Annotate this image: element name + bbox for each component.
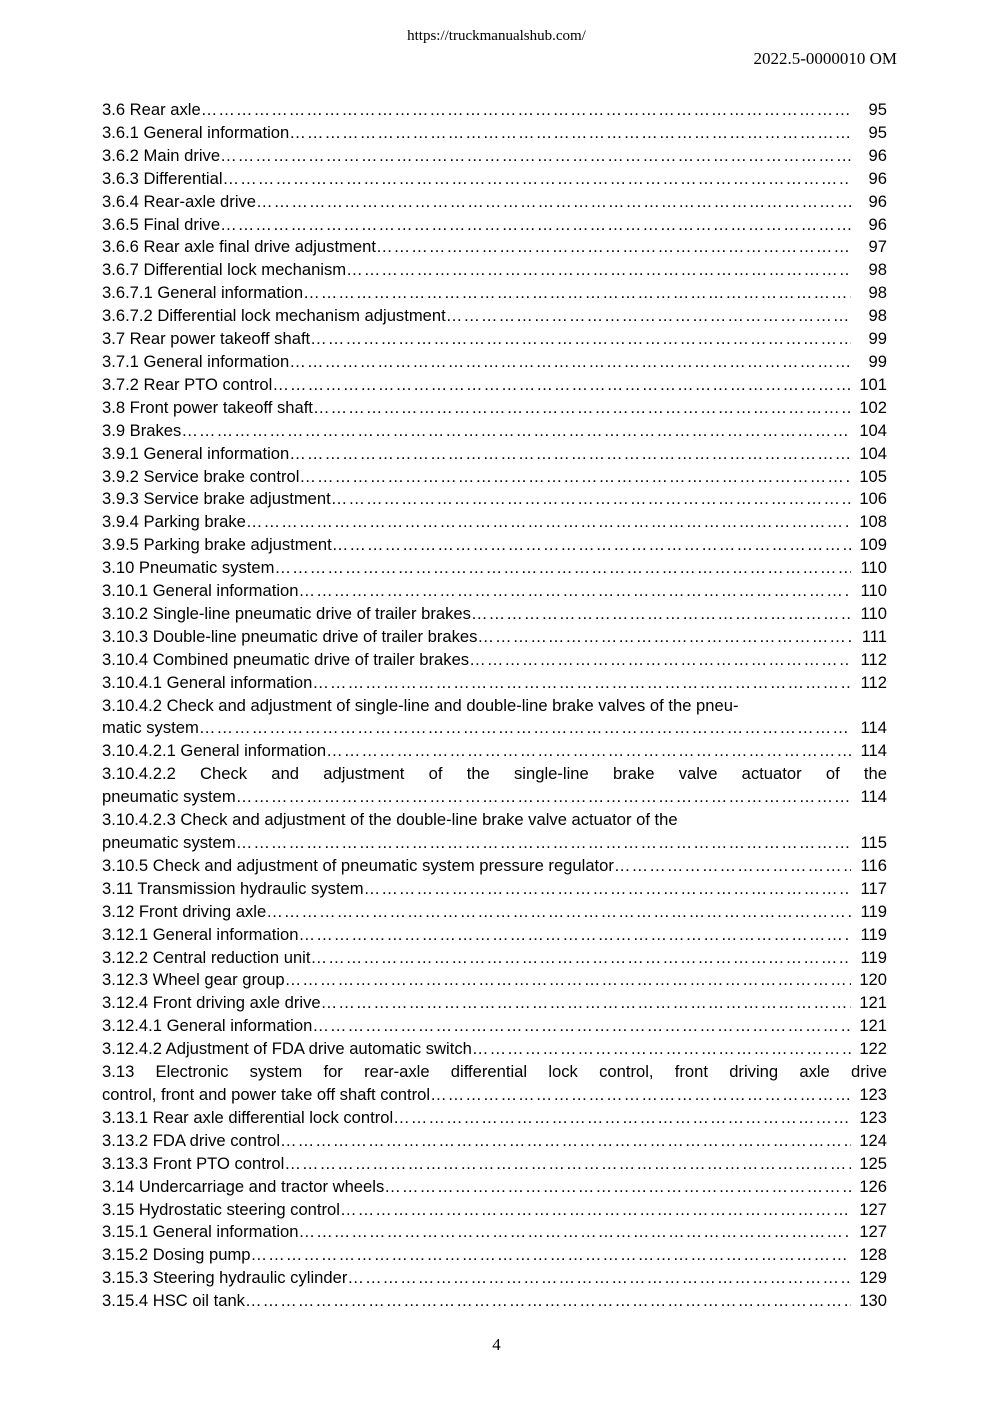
toc-dot-leader [321,992,851,1015]
toc-entry-title: 3.13.2 FDA drive control [102,1130,281,1150]
toc-entry[interactable] [102,969,887,992]
toc-entry[interactable] [102,924,887,947]
toc-entry-title: matic system [102,718,199,738]
toc-dot-leader [471,603,851,626]
toc-entry-title: 3.11 Transmission hydraulic system [102,878,364,898]
toc-entry-title-line: 3.10.4.2 Check and adjustment of single-line and double-line brake valves of the pneu- [102,695,739,715]
toc-dot-leader [347,1267,851,1290]
toc-entry-page: 98 [868,306,887,326]
toc-entry-title: 3.10.1 General information [102,581,299,601]
toc-entry-page: 114 [860,741,887,761]
toc-entry-page: 126 [859,1176,887,1196]
toc-entry-title: 3.12 Front driving axle [102,901,267,921]
toc-entry-page: 115 [860,833,887,852]
toc-entry-title: 3.6.7 Differential lock mechanism [102,260,347,280]
toc-entry[interactable] [102,672,887,695]
toc-entry[interactable] [102,374,887,397]
toc-entry-title: 3.7.2 Rear PTO control [102,374,273,394]
toc-entry-title: 3.9.1 General information [102,443,290,463]
toc-entry-page: 102 [859,397,887,417]
toc-dot-leader [272,374,851,397]
toc-entry-title: 3.8 Front power takeoff shaft [102,397,313,417]
toc-entry-page: 116 [860,855,887,875]
table-of-contents [102,99,887,1313]
toc-entry-page: 119 [860,924,887,944]
toc-entry[interactable] [102,420,887,443]
toc-entry-page: 114 [860,718,887,738]
toc-dot-leader [256,191,851,214]
toc-entry-page: 104 [859,443,887,463]
toc-entry-page: 124 [859,1130,887,1150]
toc-entry[interactable] [102,1267,887,1290]
toc-entry[interactable] [102,557,887,580]
toc-entry[interactable] [102,1153,887,1176]
toc-entry-title: 3.6.4 Rear-axle drive [102,191,257,211]
toc-entry[interactable] [102,145,887,168]
toc-entry[interactable] [102,1107,887,1130]
toc-entry-page: 121 [859,1016,887,1036]
toc-entry-title: 3.15.3 Steering hydraulic cylinder [102,1268,348,1288]
toc-entry[interactable] [102,580,887,603]
toc-entry[interactable] [102,717,887,740]
toc-entry-title: 3.12.3 Wheel gear group [102,970,285,990]
toc-entry[interactable] [102,122,887,145]
toc-entry-title: 3.15.1 General information [102,1222,299,1242]
toc-entry-title: 3.6.6 Rear axle final drive adjustment [102,237,376,257]
toc-entry[interactable] [102,1221,887,1244]
toc-dot-leader [285,969,851,992]
toc-entry[interactable] [102,1130,887,1153]
toc-entry-title: 3.9.5 Parking brake adjustment [102,535,332,555]
toc-entry-title: 3.9.4 Parking brake [102,512,246,532]
toc-entry-page: 120 [859,970,887,990]
toc-entry-page: 119 [860,947,887,967]
toc-dot-leader [312,1015,851,1038]
toc-entry[interactable] [102,603,887,626]
toc-entry-page: 99 [868,351,887,371]
toc-entry-page: 95 [868,122,887,142]
toc-dot-leader [384,1176,851,1199]
toc-entry[interactable] [102,1015,887,1038]
toc-entry-title: 3.15.2 Dosing pump [102,1245,251,1265]
toc-entry-page: 123 [859,1084,887,1104]
toc-entry-page: 112 [860,649,887,669]
toc-entry-page: 97 [868,237,887,257]
toc-dot-leader [245,1290,851,1313]
toc-dot-leader [364,878,851,901]
toc-entry-page: 109 [859,535,887,555]
toc-entry[interactable] [102,1084,887,1107]
toc-entry[interactable] [102,305,887,328]
toc-entry[interactable] [102,649,887,672]
toc-dot-leader [469,649,851,672]
toc-dot-leader [303,282,851,305]
toc-entry-page: 121 [859,993,887,1013]
toc-dot-leader [220,214,851,237]
toc-dot-leader [376,236,851,259]
toc-entry[interactable] [102,1176,887,1199]
toc-entry-title: 3.15 Hydrostatic steering control [102,1199,340,1219]
toc-entry-page: 117 [860,878,887,898]
toc-entry-title: 3.6.2 Main drive [102,145,221,165]
toc-entry-title: 3.10 Pneumatic system [102,558,275,578]
toc-entry-title: 3.9.2 Service brake control [102,466,300,486]
toc-entry-title: 3.9.3 Service brake adjustment [102,489,331,509]
toc-entry-title: control, front and power take off shaft control [102,1084,431,1104]
page-number: 4 [492,1335,501,1354]
toc-dot-leader [220,145,851,168]
toc-dot-leader [236,786,851,809]
toc-entry-page: 110 [860,581,887,601]
toc-dot-leader [274,557,851,580]
toc-dot-leader [280,1130,851,1153]
toc-entry-page: 128 [859,1245,887,1265]
toc-entry-page: 112 [860,672,887,692]
toc-entry-title: 3.6.5 Final drive [102,214,221,234]
toc-entry-page: 110 [860,603,887,623]
toc-dot-leader [223,168,851,191]
toc-entry[interactable] [102,1290,887,1313]
toc-entry[interactable] [102,99,887,122]
toc-entry-title: 3.10.2 Single-line pneumatic drive of trailer brakes [102,603,471,623]
toc-entry[interactable] [102,488,887,511]
toc-dot-leader [472,1038,851,1061]
toc-entry-title: 3.6.7.1 General information [102,283,304,303]
toc-entry-page: 130 [859,1291,887,1311]
toc-entry[interactable] [102,1199,887,1222]
toc-dot-leader [246,511,851,534]
toc-entry[interactable] [102,328,887,351]
toc-entry-title: 3.7.1 General information [102,351,290,371]
toc-entry-title: 3.12.1 General information [102,924,299,944]
toc-entry-title: 3.6.7.2 Differential lock mechanism adjustment [102,306,446,326]
toc-entry-title: 3.13.3 Front PTO control [102,1153,285,1173]
toc-dot-leader [251,1244,851,1267]
toc-entry-page: 106 [859,489,887,509]
toc-entry-title: 3.9 Brakes [102,420,182,440]
toc-entry[interactable] [102,443,887,466]
toc-dot-leader [298,1221,851,1244]
toc-entry-page: 110 [860,558,887,578]
toc-entry[interactable] [102,901,887,924]
toc-entry-title: 3.6.3 Differential [102,168,223,188]
toc-dot-leader [289,122,851,145]
toc-dot-leader [477,626,851,649]
toc-entry[interactable] [102,168,887,191]
toc-entry-title: 3.12.4.1 General information [102,1016,313,1036]
toc-entry-page: 127 [859,1222,887,1242]
toc-dot-leader [340,1199,851,1222]
header-url: https://truckmanualshub.com/ [407,28,586,44]
toc-entry-page: 101 [859,374,887,394]
toc-entry-title: 3.7 Rear power takeoff shaft [102,329,311,349]
toc-entry-page: 96 [868,214,887,234]
toc-entry-title: 3.12.4.2 Adjustment of FDA drive automatic switch [102,1039,472,1059]
toc-dot-leader [284,1153,851,1176]
toc-entry-title-line: 3.10.4.2.3 Check and adjustment of the double-line brake valve actuator of the [102,810,678,830]
toc-entry-title: 3.10.4 Combined pneumatic drive of trailer brakes [102,649,470,669]
toc-entry[interactable] [102,947,887,970]
toc-dot-leader [430,1084,851,1107]
toc-entry[interactable] [102,214,887,237]
toc-dot-leader [181,420,851,443]
toc-entry-title: 3.6.1 General information [102,122,290,142]
toc-entry-title: 3.10.4.2.1 General information [102,741,327,761]
toc-entry-title-line: 3.13 Electronic system for rear-axle differential lock control, front driving axle drive [102,1062,887,1082]
toc-entry[interactable] [102,236,887,259]
toc-entry-page: 104 [859,420,887,440]
toc-dot-leader [289,443,851,466]
toc-entry[interactable] [102,786,887,809]
toc-dot-leader [298,924,851,947]
toc-entry-page: 99 [868,329,887,349]
toc-entry-page: 105 [859,466,887,486]
toc-entry-page: 108 [859,512,887,532]
toc-entry[interactable] [102,1038,887,1061]
toc-entry[interactable] [102,832,887,855]
toc-entry[interactable] [102,466,887,489]
toc-entry-page: 114 [860,787,887,807]
toc-entry-title: 3.12.4 Front driving axle drive [102,993,321,1013]
toc-entry[interactable] [102,534,887,557]
toc-entry[interactable] [102,740,887,763]
toc-entry[interactable] [102,855,887,878]
toc-dot-leader [310,328,851,351]
document-number: 2022.5-0000010 OM [753,49,897,68]
toc-dot-leader [446,305,851,328]
toc-dot-leader [299,466,851,489]
toc-dot-leader [298,580,851,603]
toc-entry-page: 95 [868,100,887,119]
toc-entry-page: 98 [868,260,887,280]
toc-entry-title-line: 3.10.4.2.2 Check and adjustment of the single-line brake valve actuator of the [102,764,887,784]
toc-entry[interactable] [102,878,887,901]
toc-dot-leader [313,397,851,420]
toc-entry-page: 96 [868,168,887,188]
toc-dot-leader [201,99,851,122]
toc-entry-page: 123 [859,1107,887,1127]
toc-entry-title: 3.13.1 Rear axle differential lock control [102,1107,394,1127]
toc-entry-page: 96 [868,145,887,165]
toc-dot-leader [331,488,851,511]
toc-entry[interactable] [102,191,887,214]
toc-entry-page: 98 [868,283,887,303]
toc-entry[interactable] [102,992,887,1015]
toc-dot-leader [346,259,851,282]
toc-dot-leader [236,832,851,855]
toc-entry-page: 125 [859,1153,887,1173]
toc-entry[interactable] [102,351,887,374]
toc-entry[interactable] [102,397,887,420]
toc-entry-page: 96 [868,191,887,211]
toc-entry[interactable] [102,626,887,649]
toc-entry-page: 111 [861,626,887,646]
toc-entry-title: 3.14 Undercarriage and tractor wheels [102,1176,385,1196]
toc-entry-title: 3.10.3 Double-line pneumatic drive of trailer brakes [102,626,478,646]
toc-entry-title: 3.10.5 Check and adjustment of pneumatic system pressure regulator [102,855,614,875]
toc-entry-title: 3.12.2 Central reduction unit [102,947,311,967]
toc-dot-leader [266,901,851,924]
toc-dot-leader [289,351,851,374]
toc-entry-title: 3.15.4 HSC oil tank [102,1291,245,1311]
toc-entry[interactable] [102,282,887,305]
toc-entry[interactable] [102,511,887,534]
toc-entry-title: pneumatic system [102,787,236,807]
toc-entry-title: 3.10.4.1 General information [102,672,313,692]
toc-entry-page: 129 [859,1268,887,1288]
toc-dot-leader [312,672,851,695]
toc-entry-page: 122 [859,1039,887,1059]
toc-dot-leader [326,740,851,763]
toc-dot-leader [393,1107,851,1130]
toc-entry-title: 3.6 Rear axle [102,100,201,119]
toc-entry-title: pneumatic system [102,833,236,852]
toc-entry[interactable] [102,1244,887,1267]
toc-entry-page: 119 [860,901,887,921]
toc-dot-leader [614,855,851,878]
toc-dot-leader [310,947,851,970]
toc-dot-leader [332,534,851,557]
toc-entry-page: 127 [859,1199,887,1219]
toc-entry[interactable] [102,259,887,282]
toc-dot-leader [199,717,851,740]
